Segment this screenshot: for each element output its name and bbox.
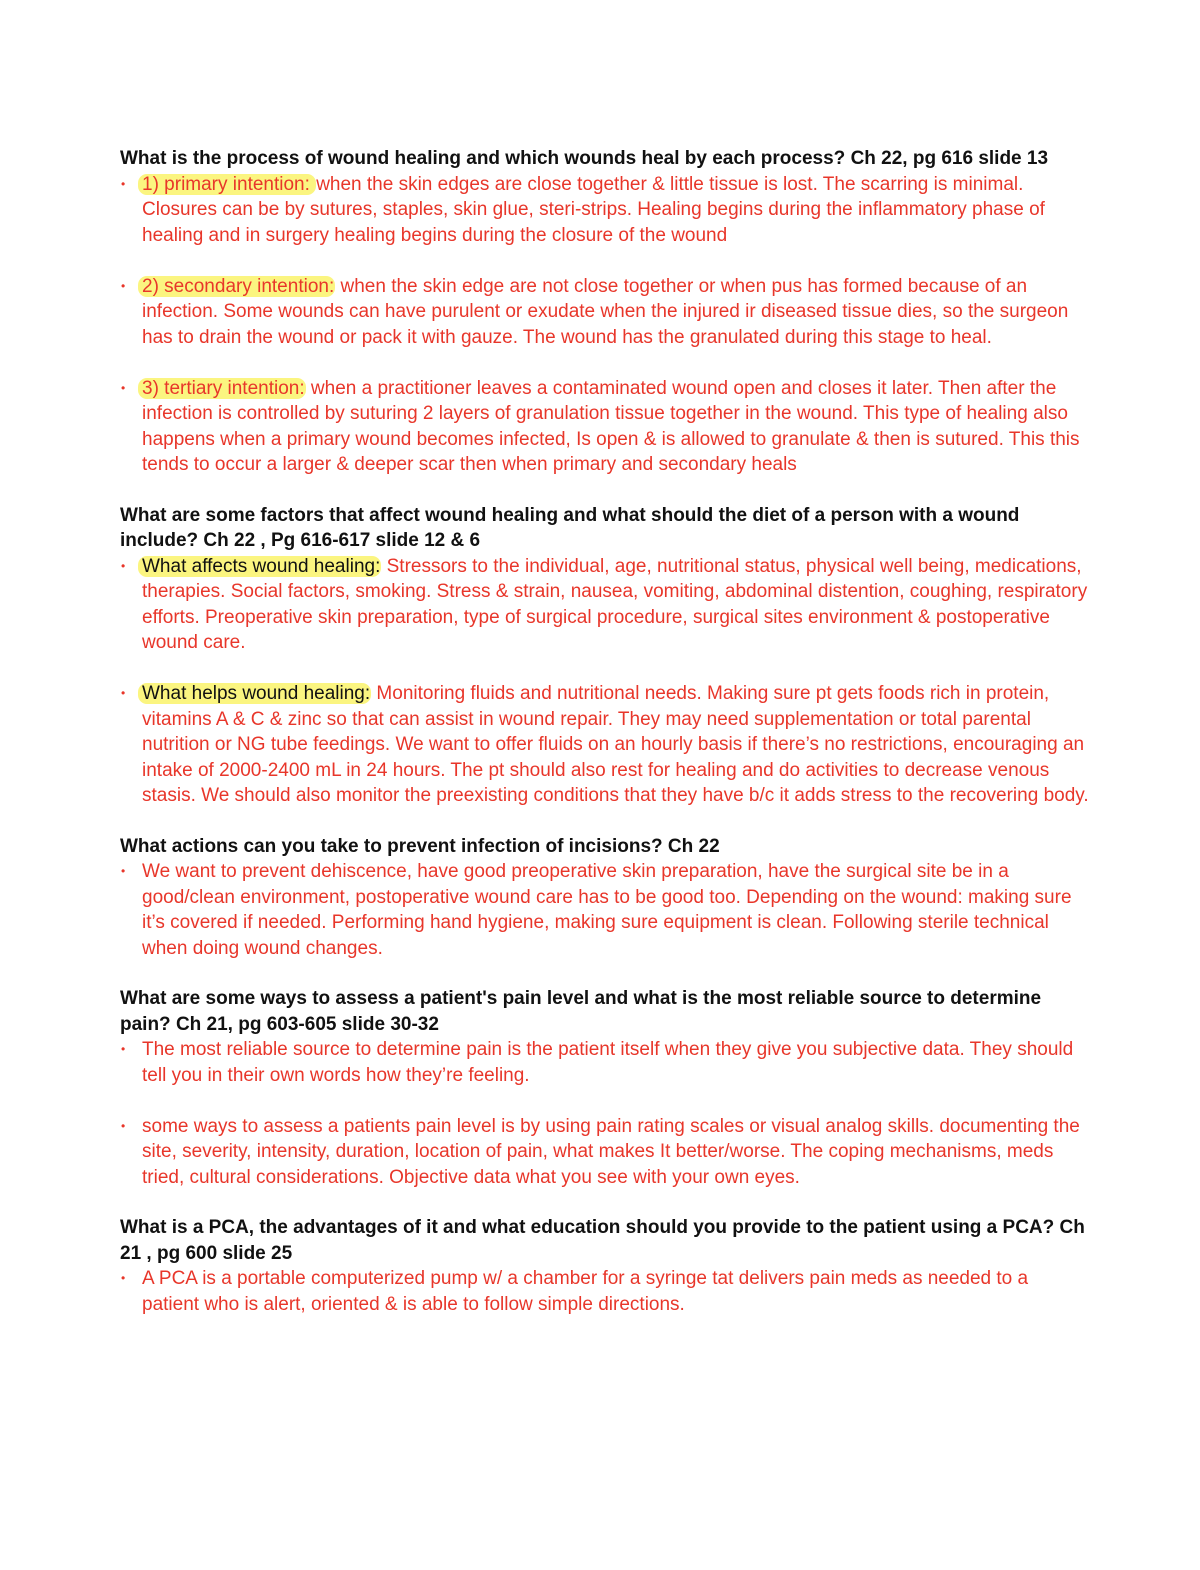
answer-text: some ways to assess a patients pain level is by using pain rating scales or visual analog skills. documenting the site, severity, intensity, duration, location of pain, what makes It better/worse. The coping mechanisms, meds tried, cultural considerations. Objective data what you see with your own eyes. (142, 1115, 1080, 1188)
bullet-icon: • (121, 278, 126, 293)
answer-list (120, 554, 1090, 809)
question-heading: What are some factors that affect wound healing and what should the diet of a person with a wound include? Ch 22 , Pg 616-617 slide 12 & 6 (120, 504, 1020, 551)
answer-list (120, 859, 1090, 961)
answer-list (120, 1037, 1090, 1190)
answer-text: A PCA is a portable computerized pump w/ a chamber for a syringe tat delivers pain meds as needed to a patient who is alert, oriented & is able to follow simple directions. (142, 1268, 1029, 1315)
answer-text: Stressors to the individual, age, nutritional status, physical well being, medications, therapies. Social factors, smoking. Stress & strain, nausea, vomiting, abdominal distention, coughing, respiratory efforts. Preoperative skin preparation, type of surgical procedure, surgical sites environment & postoperative wound care. (142, 555, 1088, 653)
bullet-icon: • (121, 176, 126, 191)
bullet-icon: • (121, 1042, 126, 1056)
highlighted-label: 3) tertiary intention: (138, 378, 306, 399)
qa-section-wound-healing-process (120, 146, 1090, 478)
qa-section-wound-healing-factors (120, 503, 1090, 809)
answer-text: We want to prevent dehiscence, have good preoperative skin preparation, have the surgical site be in a good/clean environment, postoperative wound care has to be good too. Depending on the wound: making sure it’s covered if needed. Performing hand hygiene, making sure equipment is clean. Following sterile technical when doing wound changes. (142, 861, 1072, 959)
answer-text: Monitoring fluids and nutritional needs. Making sure pt gets foods rich in protein, vitamins A & C & zinc so that can assist in wound repair. They may need supplementation or total parental nutrition or NG tube feedings. We want to offer fluids on an hourly basis if there’s no restrictions, encouraging an intake of 2000-2400 mL in 24 hours. The pt should also rest for healing and do activities to decrease venous stasis. We should also monitor the preexisting conditions that they have b/c it adds stress to the recovering body. (142, 683, 1089, 806)
answer-text: when the skin edges are close together & little tissue is lost. The scarring is minimal. Closures can be by sutures, staples, skin glue, steri-strips. Healing begins during the inflammatory phase of healing and in surgery healing begins during the closure of the wound (142, 173, 1045, 246)
list-item (120, 376, 1090, 478)
answer-text: when the skin edge are not close together or when pus has formed because of an infection. Some wounds can have purulent or exudate when the injured ir diseased tissue dies, so the surgeon has to drain the wound or pack it with gauze. The wound has the granulated during this stage to heal. (142, 275, 1069, 348)
qa-section-prevent-infection (120, 834, 1090, 962)
highlighted-label: What helps wound healing: (138, 683, 371, 704)
bullet-icon: • (121, 864, 126, 878)
bullet-icon: • (121, 1271, 126, 1285)
answer-text: The most reliable source to determine pain is the patient itself when they give you subjective data. They should tell you in their own words how they’re feeling. (142, 1039, 1074, 1086)
list-item (120, 859, 1090, 961)
list-item (120, 554, 1090, 656)
question-heading: What is the process of wound healing and which wounds heal by each process? Ch 22, pg 616 slide 13 (120, 148, 1049, 169)
answer-list (120, 172, 1090, 478)
question-heading: What actions can you take to prevent infection of incisions? Ch 22 (120, 835, 720, 857)
list-item (120, 681, 1090, 809)
question-heading: What are some ways to assess a patient's pain level and what is the most reliable source to determine pain? Ch 21, pg 603-605 slide 30-32 (120, 988, 1042, 1035)
qa-section-pca (120, 1215, 1090, 1317)
highlighted-label: 2) secondary intention: (138, 276, 335, 297)
highlighted-label: 1) primary intention: (138, 174, 316, 195)
list-item (120, 1266, 1090, 1317)
list-item (120, 1037, 1090, 1088)
list-item (120, 274, 1090, 351)
answer-text: when a practitioner leaves a contaminated wound open and closes it later. Then after the infection is controlled by suturing 2 layers of granulation tissue together in the wound. This type of healing also happens when a primary wound becomes infected, Is open & is allowed to granulate & then is sutured. This this tends to occur a larger & deeper scar then when primary and secondary heals (142, 377, 1080, 475)
document-content (120, 146, 1090, 1317)
question-heading: What is a PCA, the advantages of it and what education should you provide to the patient using a PCA? Ch 21 , pg 600 slide 25 (120, 1217, 1085, 1264)
bullet-icon: • (121, 1118, 126, 1133)
answer-list (120, 1266, 1090, 1317)
highlighted-label: What affects wound healing: (138, 556, 381, 577)
bullet-icon: • (121, 380, 126, 395)
qa-section-pain-assessment (120, 986, 1090, 1190)
list-item (120, 172, 1090, 249)
list-item (120, 1114, 1090, 1191)
bullet-icon: • (121, 686, 126, 700)
bullet-icon: • (121, 558, 126, 573)
